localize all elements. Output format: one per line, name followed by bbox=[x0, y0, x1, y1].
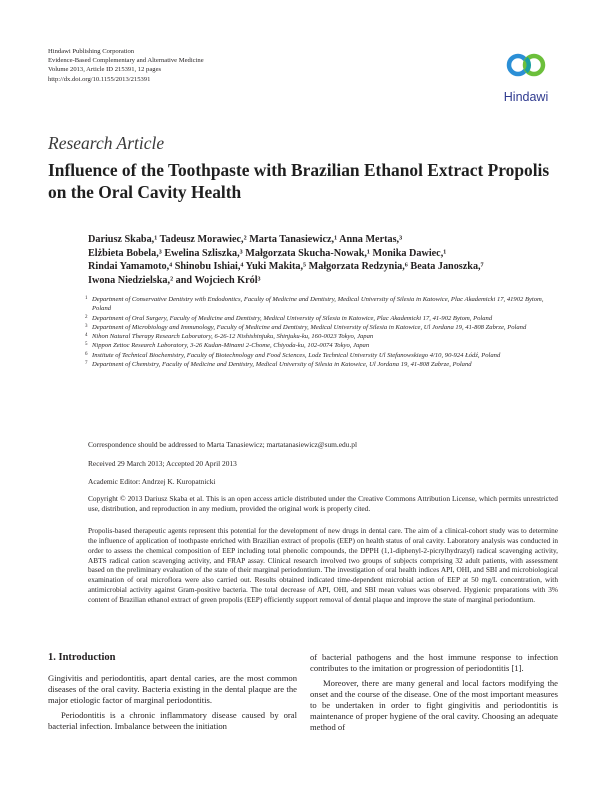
correspondence: Correspondence should be addressed to Marta Tanasiewicz; martatanasiewicz@sum.edu.pl bbox=[88, 440, 358, 449]
abstract: Propolis-based therapeutic agents represent this potential for the development of new drugs in dental care. The aim of a clinical-cohort study was to determine the influence of application of toothpaste enriched with Brazilian extract of propolis (EEP) on health status of oral cavity. Laboratory analysis was conducted in order to assess the chemical composition of EEP including total phenolic compounds, the DPPH (1,1-diphenyl-2-picrylhydrazyl) radical scavenging activity, ABTS radical cation scavenging activity, and FRAP assay. Clinical research involved two groups of subjects comprising 32 adult patients, with assessment based on the preliminary evaluation of the state of their marginal periodontium. The investigation of oral health indices API, OHI, and SBI and microbiological examination of oral microflora were also carried out. Results obtained indicated time-dependent microbial action of EEP at 50 mg/L concentration, with antimicrobial activity against Gram-positive bacteria. The total decrease of API, OHI, and SBI mean values was observed. Hygienic preparations with 3% content of Brazilian ethanol extract of green propolis (EEP) efficiently support removal of dental plaque and improve the state of marginal periodontium. bbox=[88, 526, 558, 604]
hindawi-logo-icon bbox=[496, 46, 556, 90]
journal-name: Evidence-Based Complementary and Alternative Medicine bbox=[48, 57, 204, 65]
affiliations bbox=[85, 295, 558, 369]
doi-link[interactable]: http://dx.doi.org/10.1155/2013/215391 bbox=[48, 75, 151, 83]
paragraph: Moreover, there are many general and local factors modifying the onset and the course of the disease. One of the most important measures to be undertaken in order to fight gingivitis and periodontitis is maintenance of proper hygiene of the oral cavity. Choosing an adequate method of bbox=[310, 678, 558, 732]
author-line: Elżbieta Bobela,³ Ewelina Szliszka,³ Małgorzata Skucha-Nowak,¹ Monika Dawiec,¹ bbox=[88, 247, 447, 259]
affiliation-item: 2 Department of Oral Surgery, Faculty of Medicine and Dentistry, Medical University of Silesia in Katowice, Plac Akademicki 17, 41-902 Bytom, Poland bbox=[85, 314, 493, 322]
affiliation-item: 4 Nihon Natural Therapy Research Laboratory, 6-26-12 Nishishinjuku, Shinjuku-ku, 160-0023 Tokyo, Japan bbox=[85, 333, 374, 341]
affiliation-item: 6 Institute of Technical Biochemistry, Faculty of Biotechnology and Food Sciences, Lodz Technical University Ul Stefanowskiego 4/10, 90-924 Łódź, Poland bbox=[85, 351, 501, 359]
section-heading-introduction: 1. Introduction bbox=[48, 652, 116, 663]
publisher: Hindawi Publishing Corporation bbox=[48, 48, 135, 55]
author-list bbox=[88, 233, 578, 287]
affiliation-item: 1 Department of Conservative Dentistry with Endodontics, Faculty of Medicine and Dentistry, Medical University of Silesia in Katowice, Plac Akademicki 17, 41902 Bytom, Poland bbox=[85, 296, 544, 313]
author-line: Iwona Niedzielska,² and Wojciech Król³ bbox=[88, 274, 261, 286]
affiliation-item: 3 Department of Microbiology and Immunology, Faculty of Medicine and Dentistry, Medical University of Silesia in Katowice, Ul Jordana 19, 41-808 Zabrze, Poland bbox=[85, 323, 527, 331]
author-line: Rindai Yamamoto,⁴ Shinobu Ishiai,⁴ Yuki Makita,⁵ Małgorzata Redzynia,⁶ Beata Janoszka,⁷ bbox=[88, 261, 484, 272]
volume-info: Volume 2013, Article ID 215391, 12 pages bbox=[48, 66, 162, 74]
paper-title: Influence of the Toothpaste with Brazilian Ethanol Extract Propolis on the Oral Cavity Health bbox=[48, 160, 550, 202]
received-accepted-dates: Received 29 March 2013; Accepted 20 April 2013 bbox=[88, 459, 237, 468]
journal-header bbox=[48, 47, 204, 84]
paragraph: of bacterial pathogens and the host immune response to infection contributes to the imitation or progression of periodontitis [1]. bbox=[310, 652, 558, 673]
body-column-left bbox=[48, 673, 297, 732]
affiliation-item: 5 Nippon Zettoc Research Laboratory, 3-26 Kudan-Minami 2-Chome, Chiyoda-ku, 102-0074 Tokyo, Japan bbox=[85, 342, 370, 350]
author-line: Dariusz Skaba,¹ Tadeusz Morawiec,² Marta Tanasiewicz,¹ Anna Mertas,³ bbox=[88, 234, 403, 245]
paragraph: Periodontitis is a chronic inflammatory disease caused by oral bacterial infection. Imbalance between the initiation bbox=[48, 710, 297, 731]
hindawi-logo bbox=[496, 46, 556, 112]
copyright-notice: Copyright © 2013 Dariusz Skaba et al. This is an open access article distributed under the Creative Commons Attribution License, which permits unrestricted use, distribution, and reproduction in any medium, provided the original work is properly cited. bbox=[88, 494, 558, 513]
body-column-right bbox=[310, 652, 558, 733]
affiliation-item: 7 Department of Chemistry, Faculty of Medicine and Dentistry, Medical University of Silesia in Katowice, Ul Jordana 19, 41-808 Zabrze, Poland bbox=[85, 361, 472, 369]
paragraph: Gingivitis and periodontitis, apart dental caries, are the most common diseases of the oral cavity. Bacteria existing in the dental plaque are the major etiologic factor of marginal periodontitis. bbox=[48, 673, 297, 705]
article-type: Research Article bbox=[48, 133, 165, 153]
logo-wordmark: Hindawi bbox=[503, 90, 549, 104]
academic-editor: Academic Editor: Andrzej K. Kuropatnicki bbox=[88, 477, 216, 486]
